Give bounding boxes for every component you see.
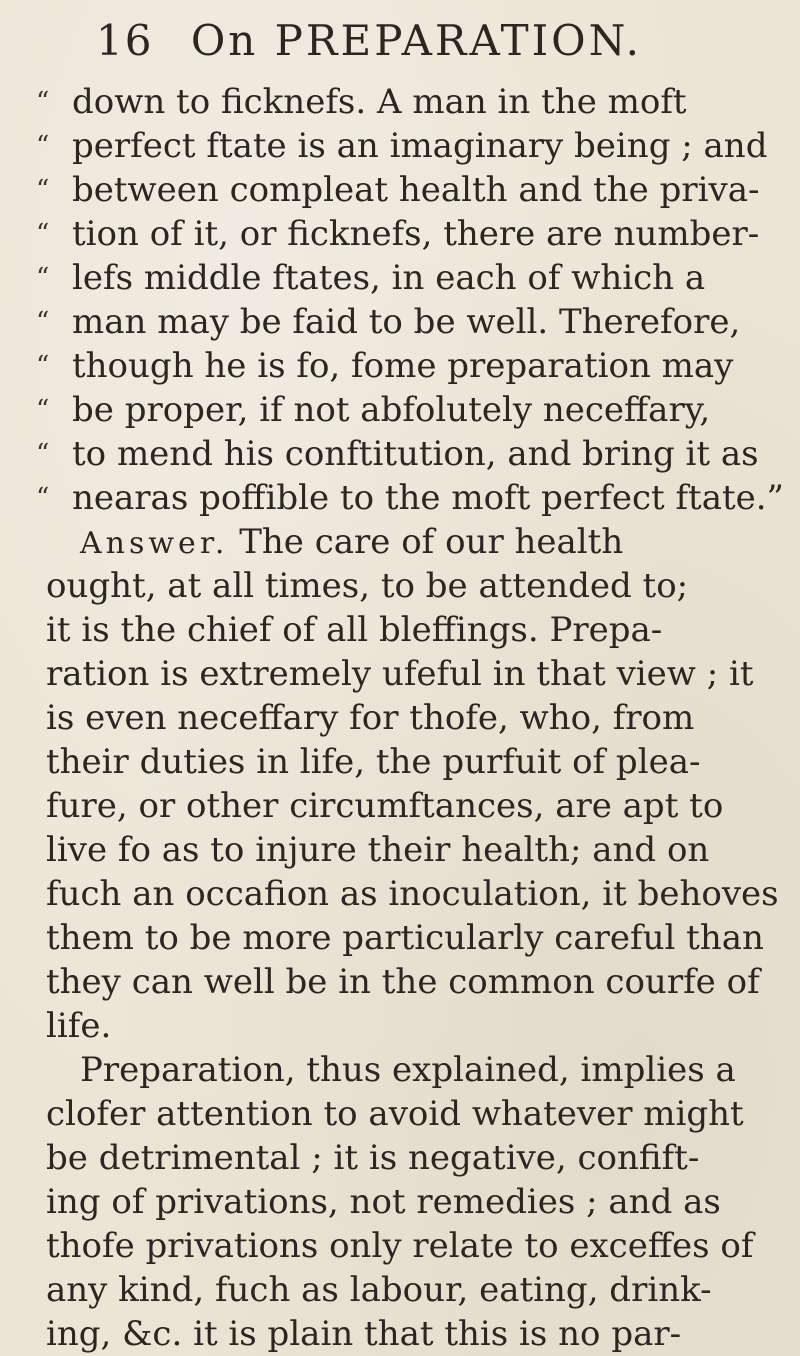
page-number: 16 [96, 16, 154, 65]
quote-mark: “ [36, 175, 50, 205]
text-line: down to ficknefs. A man in the moft [72, 82, 687, 122]
quote-mark: “ [36, 131, 50, 161]
text-line: Preparation, thus explained, implies a [80, 1050, 736, 1090]
quote-mark: “ [36, 87, 50, 117]
answer-label: Answer. [80, 526, 229, 561]
quote-mark: “ [36, 439, 50, 469]
text-line: nearas poffible to the moft perfect ftate.” [72, 478, 784, 518]
text-line: their duties in life, the purfuit of plea- [46, 742, 701, 782]
answer-line [80, 522, 623, 562]
text-line: them to be more particularly careful than [46, 918, 764, 958]
text-line: ing of privations, not remedies ; and as [46, 1182, 721, 1222]
text-line: to mend his conftitution, and bring it as [72, 434, 759, 474]
answer-text: The care of our health [239, 522, 624, 562]
quote-mark: “ [36, 395, 50, 425]
text-line: be detrimental ; it is negative, confift- [46, 1138, 700, 1178]
text-line: is even neceffary for thofe, who, from [46, 698, 695, 738]
text-line: clofer attention to avoid whatever might [46, 1094, 744, 1134]
text-line: thofe privations only relate to exceffes of [46, 1226, 754, 1266]
text-line: lefs middle ftates, in each of which a [72, 258, 706, 298]
text-line: perfect ftate is an imaginary being ; and [72, 126, 768, 166]
text-line: be proper, if not abfolutely neceffary, [72, 390, 711, 430]
text-line: ing, &c. it is plain that this is no par- [46, 1314, 682, 1354]
text-line: man may be faid to be well. Therefore, [72, 302, 741, 342]
text-line: tion of it, or ficknefs, there are number- [72, 214, 760, 254]
quote-mark: “ [36, 351, 50, 381]
text-line: it is the chief of all bleffings. Prepa- [46, 610, 663, 650]
text-line: life. [46, 1006, 112, 1046]
text-line: fuch an occafion as inoculation, it behoves [46, 874, 779, 914]
text-line: any kind, fuch as labour, eating, drink- [46, 1270, 712, 1310]
quote-mark: “ [36, 483, 50, 513]
text-line: ration is extremely ufeful in that view ; it [46, 654, 754, 694]
text-line: live fo as to injure their health; and on [46, 830, 710, 870]
text-line: they can well be in the common courfe of [46, 962, 760, 1002]
text-line: fure, or other circumftances, are apt to [46, 786, 724, 826]
quote-mark: “ [36, 219, 50, 249]
running-header [96, 16, 696, 72]
quote-mark: “ [36, 263, 50, 293]
quote-mark: “ [36, 307, 50, 337]
text-line: ought, at all times, to be attended to; [46, 566, 689, 606]
text-line: though he is fo, fome preparation may [72, 346, 734, 386]
text-line: between compleat health and the priva- [72, 170, 760, 210]
running-head-title: On PREPARATION. [190, 16, 643, 65]
